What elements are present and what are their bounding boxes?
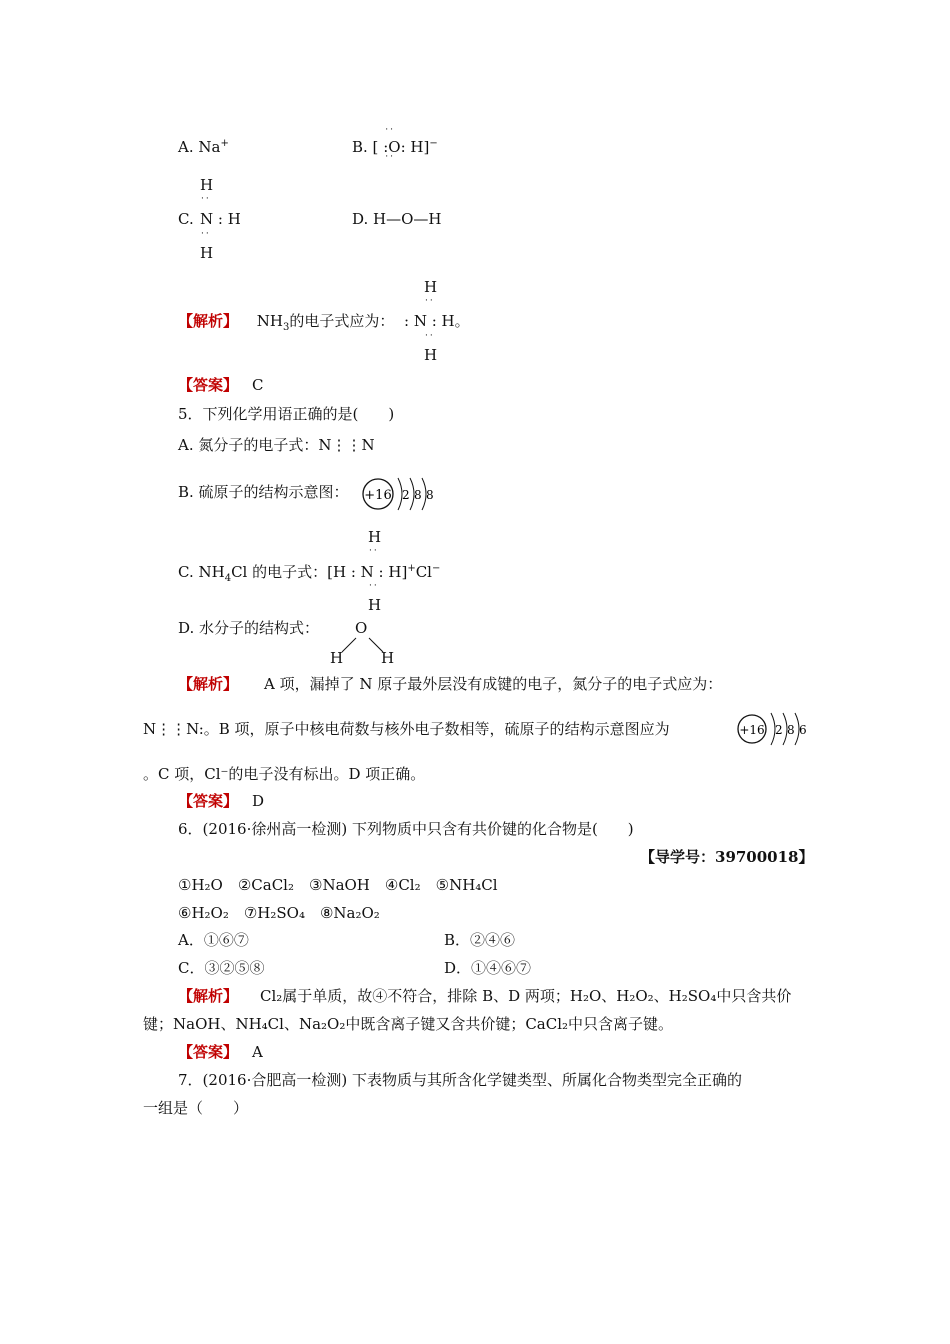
q6-option-b: B．②④⑥	[444, 931, 516, 949]
q5-stem: 5．下列化学用语正确的是( )	[178, 405, 395, 423]
q5-option-c-h-bottom: H	[368, 596, 382, 614]
q6-guide-number: 【导学号：39700018】	[640, 848, 814, 866]
q5-option-c-h-top: H	[368, 528, 382, 546]
shell-electrons: 8	[414, 488, 422, 502]
q6-items-line1: ①H₂O ②CaCl₂ ③NaOH ④Cl₂ ⑤NH₄Cl	[178, 876, 498, 894]
q4-analysis-h-bottom: H	[424, 346, 438, 364]
q4-option-d: D. H—O—H	[352, 210, 442, 228]
q5-option-d: D. 水分子的结构式：	[178, 619, 320, 637]
q4-answer: 【答案】 C	[178, 376, 264, 394]
shell-electrons: 8	[787, 723, 795, 737]
q5-analysis-line1: 【解析】 A 项，漏掉了 N 原子最外层没有成键的电子，氮分子的电子式应为：	[178, 675, 723, 693]
q6-items-line2: ⑥H₂O₂ ⑦H₂SO₄ ⑧Na₂O₂	[178, 904, 380, 922]
q4-analysis-dots-top: ··	[425, 296, 435, 306]
q4-analysis: 【解析】 $NH_3$的电子式应为：	[178, 312, 395, 333]
water-oxygen: O	[355, 619, 368, 637]
q5-option-c: C. $NH_4Cl$ 的电子式：[H : N : H]+Cl−	[178, 563, 441, 584]
q6-analysis-line1: 【解析】 Cl₂属于单质，故④不符合，排除 B、D 两项；H₂O、H₂O₂、H₂SO₄中只含共价	[178, 987, 792, 1005]
q6-analysis-line2: 键；NaOH、NH₄Cl、Na₂O₂中既含离子键又含共价键；CaCl₂中只含离子键。	[143, 1015, 674, 1033]
q4-option-a: A. Na+	[178, 138, 229, 156]
q4-option-c-h-top: H	[200, 176, 214, 194]
sulfur-atom-diagram-correct	[734, 707, 810, 751]
shell-electrons: 2	[775, 723, 783, 737]
water-hydrogen-right: H	[381, 649, 395, 667]
water-hydrogen-left: H	[330, 649, 344, 667]
q5-option-c-dots-bottom: ··	[369, 581, 379, 591]
q5-analysis-line2: N⋮⋮N:。B 项，原子中核电荷数与核外电子数相等，硫原子的结构示意图应为	[143, 720, 670, 738]
q5-option-a: A. 氮分子的电子式：N⋮⋮N	[178, 436, 375, 454]
q4-option-c-label: C.	[178, 210, 194, 228]
q7-stem-line2: 一组是（ ）	[143, 1099, 249, 1117]
sulfur-atom-diagram	[358, 472, 438, 516]
q4-option-c-dots-bottom: ··	[201, 229, 211, 239]
q5-option-b: B. 硫原子的结构示意图：	[178, 483, 349, 501]
nucleus-label: +16	[739, 723, 765, 737]
q4-analysis-formula: : N : H。	[404, 312, 470, 330]
q4-option-c-dots-top: ··	[201, 194, 211, 204]
q5-answer: 【答案】 D	[178, 792, 265, 810]
nucleus-label: +16	[364, 488, 392, 503]
shell-electrons: 6	[799, 723, 807, 737]
q5-option-c-dots-top: ··	[369, 546, 379, 556]
analysis-tag: 【解析】	[178, 312, 239, 330]
q6-stem: 6．(2016·徐州高一检测) 下列物质中只含有共价键的化合物是( )	[178, 820, 634, 838]
q4-option-c-n: N : H	[200, 210, 241, 228]
shell-electrons: 2	[402, 488, 410, 502]
q6-option-a: A．①⑥⑦	[178, 931, 249, 949]
q5-analysis-line3: 。C 项，Cl⁻的电子没有标出。D 项正确。	[143, 765, 426, 783]
q6-answer: 【答案】 A	[178, 1043, 263, 1061]
q4-option-c-h-bottom: H	[200, 244, 214, 262]
q4-option-b: B. [ ·· :O: ·· H]−	[352, 125, 438, 162]
q4-analysis-dots-bottom: ··	[425, 331, 435, 341]
shell-electrons: 8	[426, 488, 434, 502]
q4-analysis-h-top: H	[424, 278, 438, 296]
q7-stem-line1: 7．(2016·合肥高一检测) 下表物质与其所含化学键类型、所属化合物类型完全正确的	[178, 1071, 742, 1089]
q6-option-c: C．③②⑤⑧	[178, 959, 265, 977]
q6-option-d: D．①④⑥⑦	[444, 959, 532, 977]
